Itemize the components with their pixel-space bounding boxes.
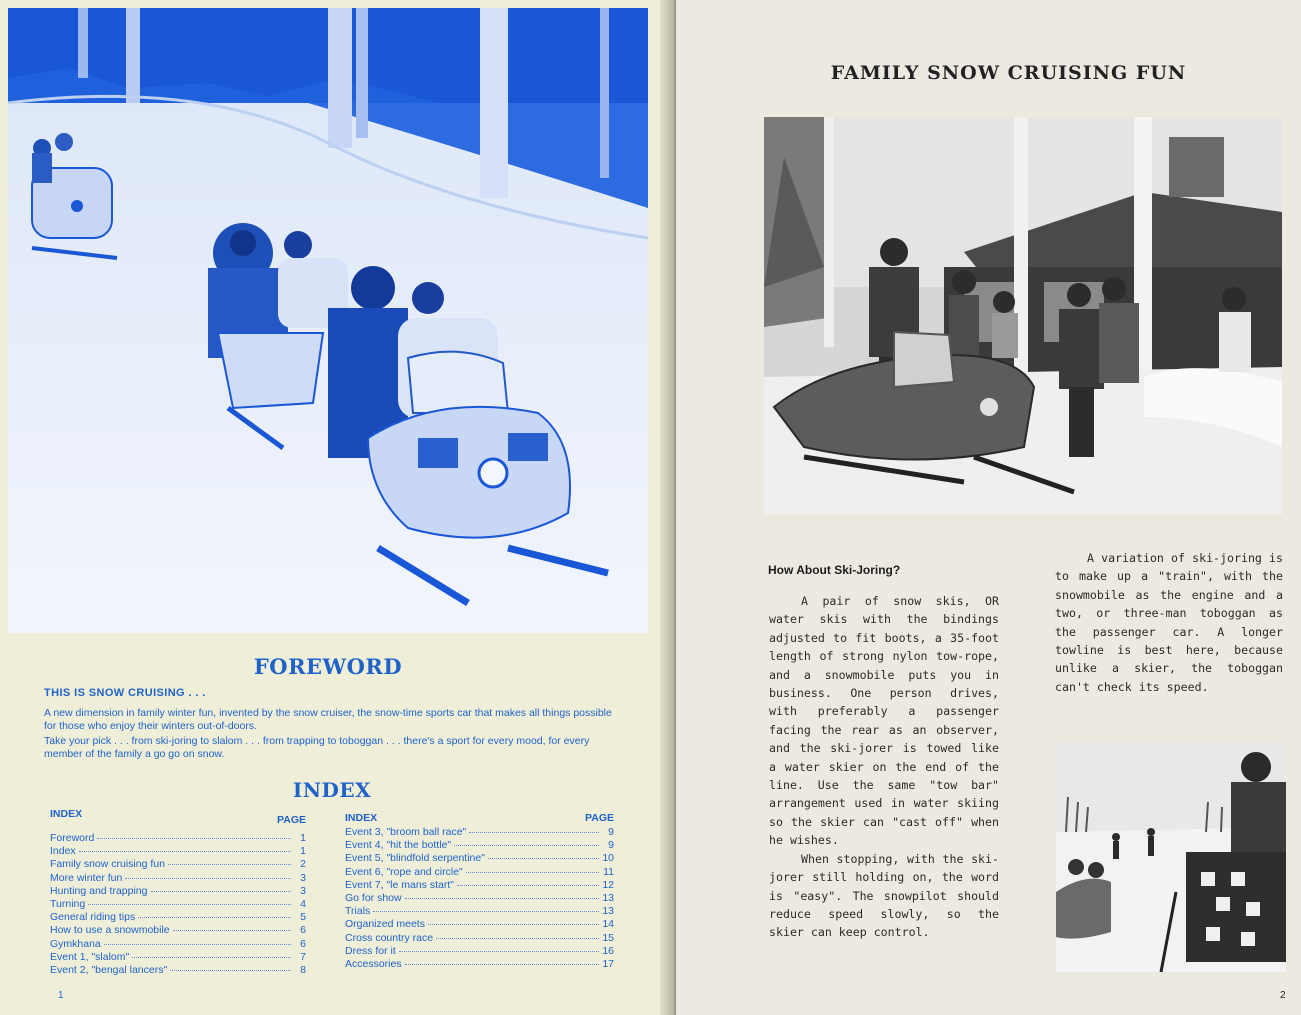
foreword-body bbox=[44, 707, 616, 763]
index-entry bbox=[345, 892, 614, 905]
index-entry-page: 1 bbox=[300, 832, 306, 844]
index-leader-dots bbox=[488, 858, 599, 859]
index-entry-label: Foreword bbox=[50, 832, 95, 844]
index-leader-dots bbox=[132, 957, 291, 958]
foreword-lead: THIS IS SNOW CRUISING . . . bbox=[44, 687, 206, 699]
section-heading: How About Ski-Joring? bbox=[768, 563, 901, 577]
index-entry bbox=[345, 905, 614, 918]
index-entry-page: 15 bbox=[602, 931, 614, 944]
index-entry-page: 9 bbox=[608, 839, 614, 852]
index-entry-page: 4 bbox=[300, 897, 306, 910]
index-entry-label: Cross country race bbox=[345, 931, 434, 944]
index-entry-page: 10 bbox=[602, 852, 614, 865]
page-number: 1 bbox=[58, 990, 64, 1001]
index-entry-label: Event 2, "bengal lancers" bbox=[50, 963, 168, 976]
index-entry bbox=[50, 938, 306, 951]
index-entry bbox=[345, 839, 614, 852]
index-entry bbox=[345, 945, 614, 958]
index-page-header: PAGE bbox=[277, 814, 306, 826]
foreword-title: FOREWORD bbox=[253, 654, 403, 679]
index-column-left bbox=[50, 808, 306, 977]
index-leader-dots bbox=[125, 878, 291, 879]
ski-joring-photo bbox=[1056, 742, 1286, 972]
index-entry-page: 16 bbox=[602, 944, 614, 957]
index-entry bbox=[50, 898, 306, 911]
index-leader-dots bbox=[466, 872, 599, 873]
page-number: 2 bbox=[1280, 990, 1286, 1001]
index-entry-label: Family snow cruising fun bbox=[50, 858, 165, 871]
index-leader-dots bbox=[373, 911, 599, 912]
index-entry-page: 7 bbox=[300, 950, 306, 963]
index-entry-page: 12 bbox=[602, 878, 614, 891]
index-entry-page: 6 bbox=[300, 924, 306, 937]
index-entry bbox=[50, 911, 306, 924]
index-column-header bbox=[50, 808, 306, 831]
index-entry-label: How to use a snowmobile bbox=[50, 924, 170, 937]
index-entry-page: 13 bbox=[602, 891, 614, 904]
index-leader-dots bbox=[88, 904, 291, 905]
right-page bbox=[676, 0, 1301, 1015]
index-header-label: INDEX bbox=[345, 812, 378, 824]
index-entry-page: 11 bbox=[603, 865, 614, 878]
index-entry-label: Event 3, "broom ball race" bbox=[345, 826, 467, 838]
index-column-header bbox=[345, 808, 614, 825]
index-entry-label: Accessories bbox=[345, 957, 402, 970]
index-entry-page: 3 bbox=[300, 871, 306, 884]
index-entry-label: Event 5, "blindfold serpentine" bbox=[345, 852, 485, 865]
index-entry bbox=[345, 958, 614, 971]
index-entry-label: Dress for it bbox=[345, 944, 396, 957]
index-header-label: INDEX bbox=[50, 808, 83, 820]
index-entry-label: Index bbox=[50, 845, 76, 858]
body-column-right bbox=[1055, 549, 1283, 696]
index-entry bbox=[50, 872, 306, 885]
index-entry bbox=[345, 879, 614, 892]
index-entry-page: 6 bbox=[300, 937, 306, 950]
foreword-paragraph: Take your pick . . . from ski-joring to slalom . . . from trapping to toboggan . . . there's a sport for every mood, for every member of the family a go go on snow. bbox=[44, 735, 590, 760]
index-leader-dots bbox=[168, 864, 291, 865]
index-entry-label: Event 7, "le mans start" bbox=[345, 878, 454, 891]
index-title: INDEX bbox=[292, 778, 372, 802]
page-title: FAMILY SNOW CRUISING FUN bbox=[830, 62, 1187, 84]
index-entry bbox=[345, 866, 614, 879]
index-entry-label: Trials bbox=[345, 905, 371, 918]
index-entry-label: More winter fun bbox=[50, 871, 123, 884]
index-entry bbox=[345, 918, 614, 931]
index-entry-page: 3 bbox=[300, 884, 306, 897]
index-entry bbox=[50, 858, 306, 871]
foreword-paragraph: A new dimension in family winter fun, invented by the snow cruiser, the snow-time sports car that makes all things possible for those who enjoy their winters out-of-doors. bbox=[44, 707, 612, 732]
index-entry-page: 9 bbox=[608, 826, 614, 838]
index-entry-label: Gymkhana bbox=[50, 937, 101, 950]
index-entry bbox=[50, 951, 306, 964]
index-column-right bbox=[345, 808, 614, 971]
index-leader-dots bbox=[79, 851, 291, 852]
index-entry bbox=[50, 964, 306, 977]
index-entry-page: 5 bbox=[300, 911, 306, 924]
index-entry-label: Event 6, "rope and circle" bbox=[345, 865, 463, 878]
index-entry-label: Event 4, "hit the bottle" bbox=[345, 839, 452, 852]
index-leader-dots bbox=[97, 838, 291, 839]
index-entry-label: Turning bbox=[50, 897, 86, 910]
index-leader-dots bbox=[173, 930, 291, 931]
index-entry-label: Organized meets bbox=[345, 918, 425, 931]
index-entry-page: 2 bbox=[300, 858, 306, 871]
index-entry bbox=[50, 885, 306, 898]
index-entry bbox=[345, 826, 614, 839]
index-leader-dots bbox=[405, 898, 599, 899]
index-entry-page: 1 bbox=[300, 845, 306, 858]
index-leader-dots bbox=[151, 891, 292, 892]
index-leader-dots bbox=[457, 885, 599, 886]
body-paragraph: A pair of snow skis, OR water skis with the bindings adjusted to fit boots, a 35-foot length of strong nylon tow-rope, and a snowmobile puts you in business. One person drives, with preferably a passenger facing the rear as an observer, and the ski-jorer is towed like a water skier on the end of the line. Use the same "tow bar" arrangement used in water skiing so the skier can "cast off" when he wishes. bbox=[769, 594, 999, 848]
index-entry-page: 13 bbox=[602, 905, 614, 918]
lodge-group-photo bbox=[764, 117, 1282, 515]
snowmobile-family-photo bbox=[8, 8, 648, 633]
index-entry bbox=[345, 852, 614, 865]
index-entry-label: Event 1, "slalom" bbox=[50, 950, 130, 963]
index-entry bbox=[50, 845, 306, 858]
index-entry-page: 14 bbox=[602, 918, 614, 931]
index-entry-label: General riding tips bbox=[50, 911, 136, 924]
index-leader-dots bbox=[138, 917, 291, 918]
body-paragraph: When stopping, with the ski-jorer still holding on, the word is "easy". The snowpilot should reduce speed slowly, so the skier can keep control. bbox=[769, 851, 999, 940]
index-leader-dots bbox=[405, 964, 599, 965]
index-entry-page: 17 bbox=[602, 957, 614, 970]
index-leader-dots bbox=[428, 924, 599, 925]
index-leader-dots bbox=[399, 951, 599, 952]
index-entry bbox=[50, 832, 306, 845]
index-leader-dots bbox=[469, 832, 599, 833]
index-leader-dots bbox=[436, 938, 599, 939]
index-entry-label: Hunting and trapping bbox=[50, 884, 148, 897]
index-entry bbox=[50, 924, 306, 937]
index-page-header: PAGE bbox=[585, 812, 614, 824]
index-entry bbox=[345, 932, 614, 945]
body-column-left bbox=[769, 592, 999, 942]
index-leader-dots bbox=[170, 970, 291, 971]
index-entry-page: 8 bbox=[300, 963, 306, 976]
index-entry-label: Go for show bbox=[345, 891, 402, 904]
body-paragraph: A variation of ski-joring is to make up a "train", with the snowmobile as the engine and a two, or three-man toboggan as the passenger car. A longer towline is best here, because unlike a skier, the toboggan can't check its speed. bbox=[1055, 551, 1283, 694]
index-leader-dots bbox=[104, 944, 291, 945]
index-leader-dots bbox=[454, 845, 599, 846]
